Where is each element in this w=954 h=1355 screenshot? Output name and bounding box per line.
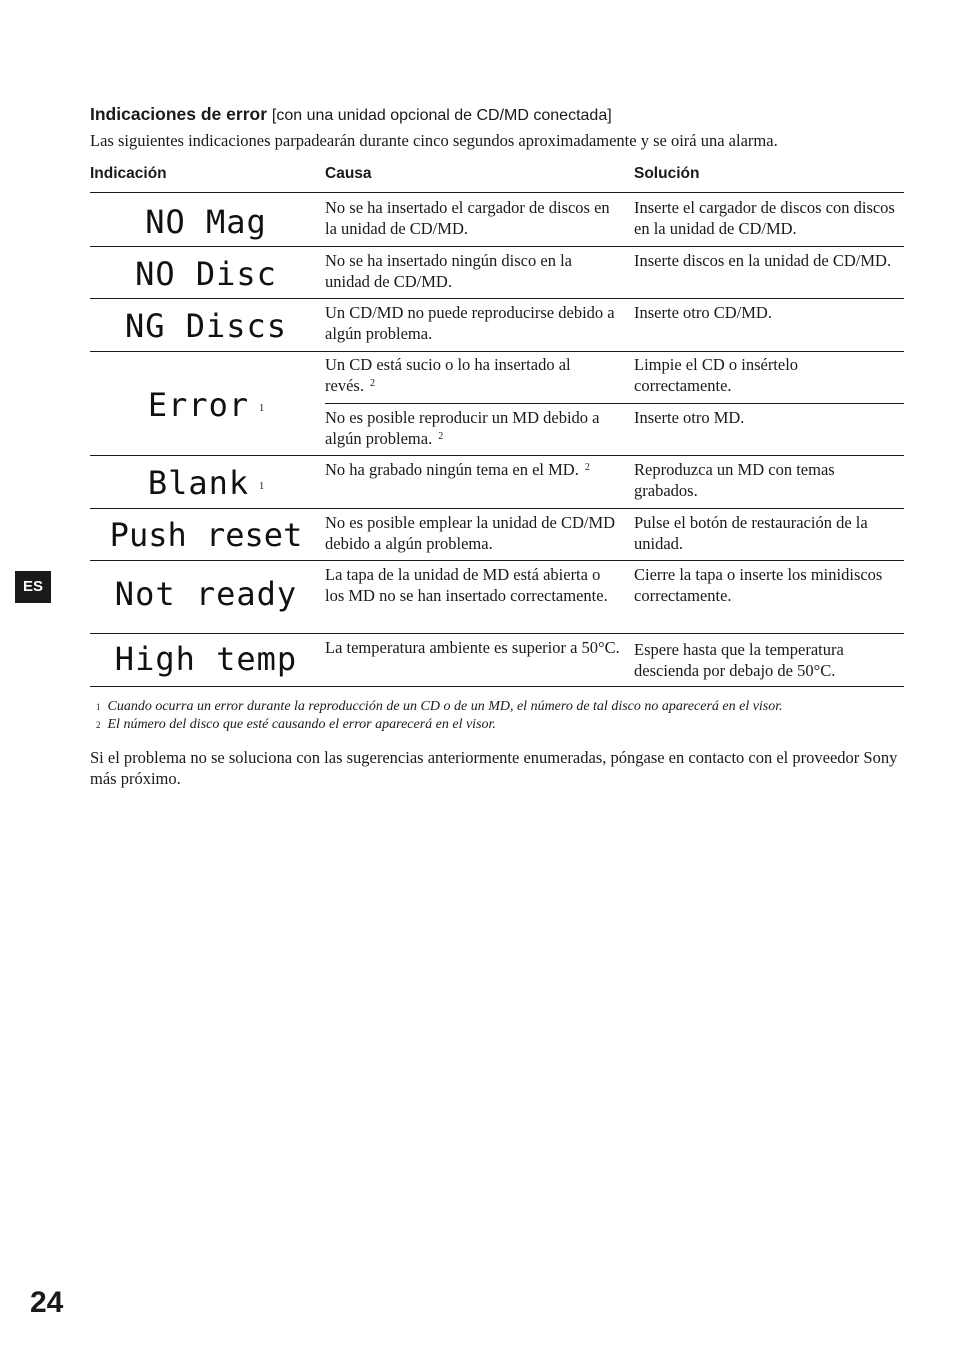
solution-cell: Pulse el botón de restauración de la unidad. [634, 513, 868, 553]
row-divider [90, 246, 904, 247]
cause-cell: No se ha insertado el cargador de discos en la unidad de CD/MD. [325, 198, 610, 238]
section-heading-sub: [con una unidad opcional de CD/MD conectada] [271, 107, 612, 124]
footnote-ref: 2 [584, 462, 590, 473]
cause-cell: No ha grabado ningún tema en el MD. $^2$ [325, 460, 590, 479]
cause-cell: La tapa de la unidad de MD está abierta o los MD no se han insertado correctamente. [325, 565, 608, 605]
closing-paragraph: Si el problema no se soluciona con las sugerencias anteriormente enumeradas, póngase en contacto con el proveedor Sony más próximo. [90, 748, 898, 788]
page-number: 24 [30, 1286, 64, 1319]
cause-cell: No es posible reproducir un MD debido a algún problema. $^2$ [325, 408, 600, 448]
row-divider [90, 351, 904, 352]
footnote-1: $^1$ Cuando ocurra un error durante la reproducción de un CD o de un MD, el número de tal disco no aparecerá en el visor. [96, 699, 783, 714]
lcd-indication-push-reset: Push reset [109, 516, 303, 554]
lcd-indication-high-temp: High temp [114, 640, 298, 678]
header-cause: Causa [325, 165, 372, 182]
footnote-ref: 1 [259, 403, 265, 414]
solution-cell: Espere hasta que la temperatura descienda por debajo de 50°C. [634, 640, 844, 680]
solution-cell: Inserte discos en la unidad de CD/MD. [634, 251, 892, 270]
header-solution: Solución [634, 165, 700, 182]
cause-cell: La temperatura ambiente es superior a 50°C. [325, 638, 620, 657]
section-heading-main: Indicaciones de error [90, 104, 268, 124]
footnote-ref: 2 [369, 377, 375, 389]
intro-text: Las siguientes indicaciones parpadearán durante cinco segundos aproximadamente y se oirá una alarma. [90, 131, 778, 150]
header-indication: Indicación [90, 165, 167, 182]
row-divider [90, 633, 904, 634]
solution-cell: Cierre la tapa o inserte los minidiscos correctamente. [634, 565, 883, 605]
table-bottom-rule [90, 686, 904, 687]
cause-cell: Un CD/MD no puede reproducirse debido a algún problema. [325, 303, 615, 343]
footnote-2: $^2$ El número del disco que esté causando el error aparecerá en el visor. [96, 717, 496, 732]
cause-cell: No se ha insertado ningún disco en la unidad de CD/MD. [325, 251, 572, 291]
cause-cell: Un CD está sucio o lo ha insertado al revés. $^2$ [325, 355, 571, 395]
lcd-indication-no-mag: NO Mag [145, 203, 267, 241]
lcd-indication-not-ready: Not ready [114, 575, 298, 613]
solution-cell: Reproduzca un MD con temas grabados. [634, 460, 835, 500]
sub-row-divider [325, 403, 904, 404]
cause-cell: No es posible emplear la unidad de CD/MD debido a algún problema. [325, 513, 616, 553]
lcd-indication-ng-discs: NG Discs [124, 307, 288, 345]
solution-cell: Limpie el CD o insértelo correctamente. [634, 355, 799, 395]
row-divider [90, 560, 904, 561]
footnote-ref: 2 [438, 430, 444, 442]
lcd-indication-blank: Blank $^1$ [147, 464, 265, 502]
row-divider [90, 508, 904, 509]
lcd-indication-no-disc: NO Disc [135, 255, 277, 293]
footnote-ref: 1 [259, 481, 265, 492]
table-header-rule [90, 192, 904, 193]
solution-cell: Inserte otro MD. [634, 408, 745, 427]
section-heading [90, 103, 910, 127]
row-divider [90, 298, 904, 299]
language-tab: ES [15, 571, 51, 603]
lcd-indication-error: Error $^1$ [147, 386, 265, 424]
row-divider [90, 455, 904, 456]
solution-cell: Inserte otro CD/MD. [634, 303, 772, 322]
solution-cell: Inserte el cargador de discos con discos en la unidad de CD/MD. [634, 198, 895, 238]
